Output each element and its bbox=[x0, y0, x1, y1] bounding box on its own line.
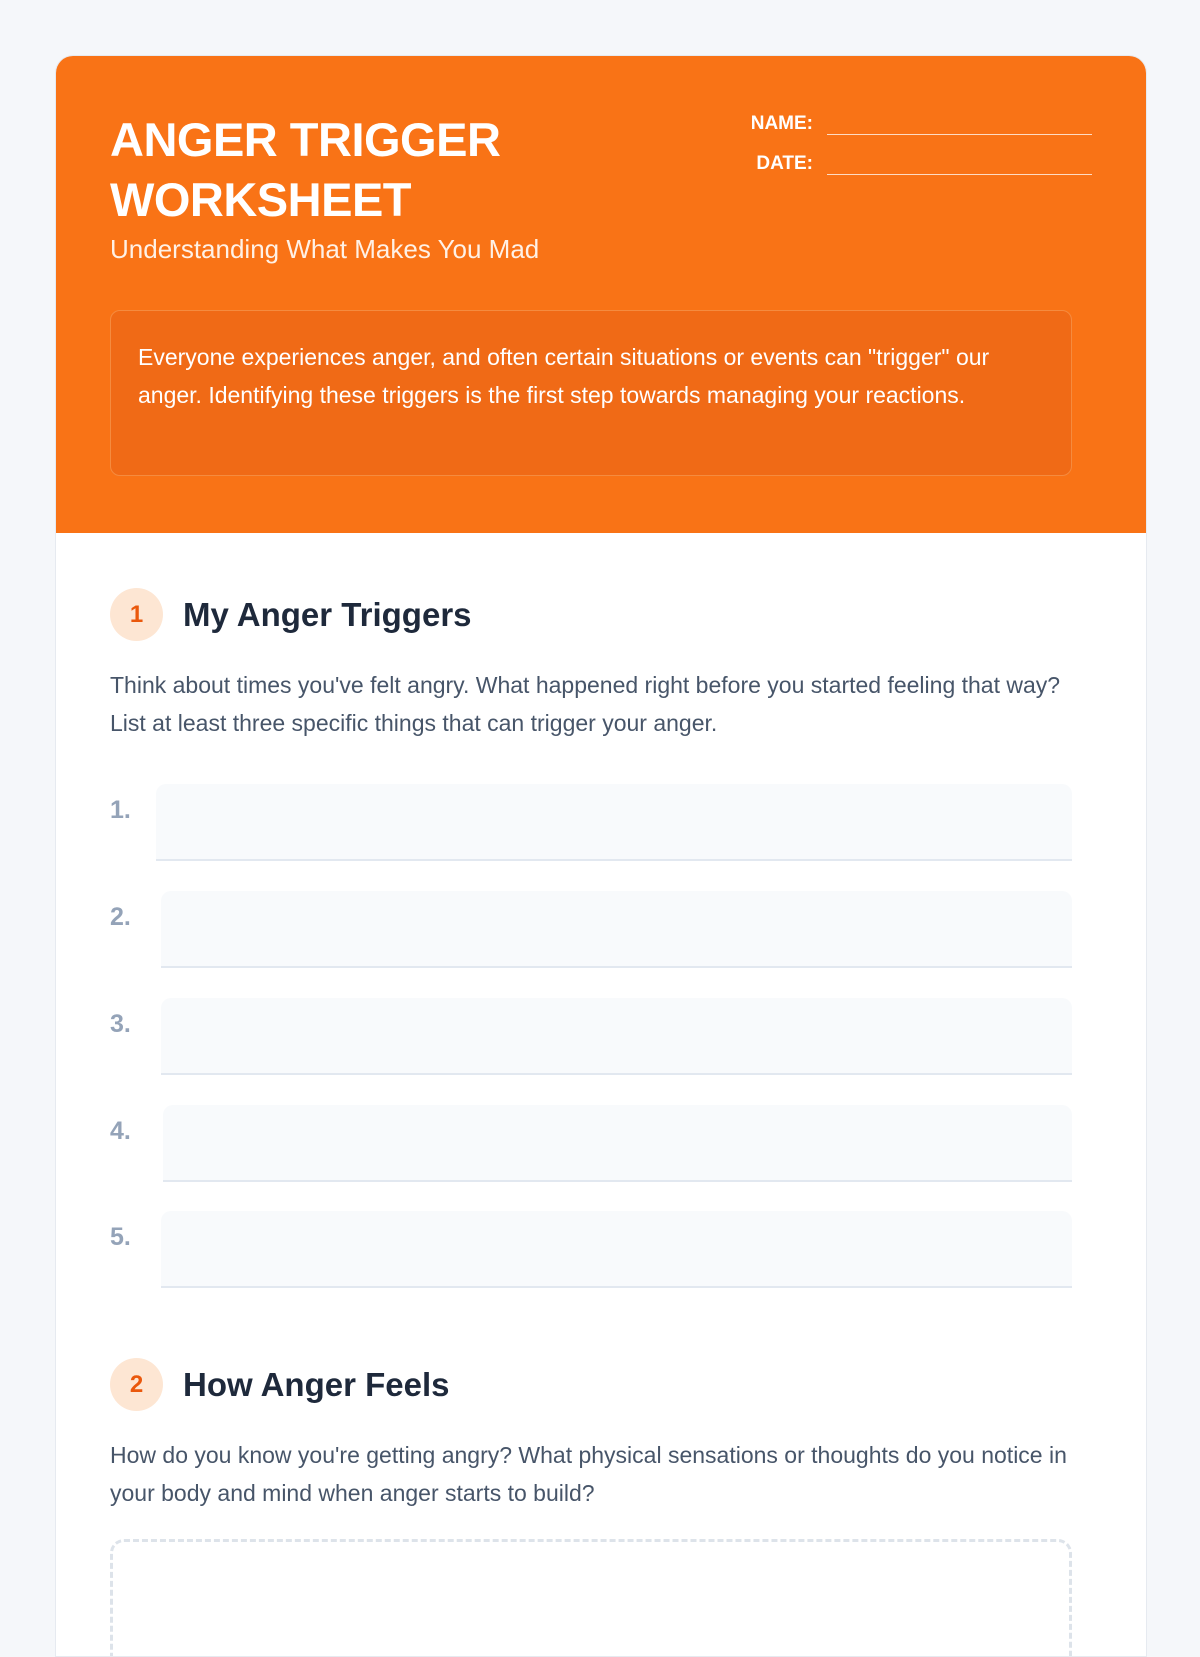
name-field[interactable] bbox=[827, 108, 1092, 135]
trigger-item-number: 4. bbox=[110, 1117, 131, 1145]
trigger-input-1[interactable] bbox=[156, 784, 1072, 861]
trigger-item-3 bbox=[110, 998, 1072, 1075]
trigger-input-4[interactable] bbox=[163, 1105, 1072, 1182]
trigger-item-number: 3. bbox=[110, 1010, 131, 1038]
section-1-description: Think about times you've felt angry. What happened right before you started feeling that way? List at least three specific things that can trigger your anger. bbox=[110, 672, 1061, 736]
worksheet-card bbox=[55, 55, 1147, 1657]
anger-feelings-writing-area[interactable] bbox=[110, 1539, 1072, 1657]
date-field[interactable] bbox=[827, 148, 1092, 175]
name-label: NAME: bbox=[750, 113, 813, 134]
trigger-item-number: 5. bbox=[110, 1223, 131, 1251]
worksheet-title: ANGER TRIGGER WORKSHEET bbox=[110, 113, 501, 226]
section-1-number-badge: 1 bbox=[110, 588, 163, 641]
intro-box: Everyone experiences anger, and often certain situations or events can "trigger" our anger. Identifying these triggers is the first step towards managing your reactions. bbox=[110, 310, 1072, 476]
section-2-number-badge: 2 bbox=[110, 1358, 163, 1411]
section-1-heading bbox=[110, 588, 472, 641]
name-row bbox=[733, 108, 1092, 135]
section-1-title: My Anger Triggers bbox=[183, 595, 472, 633]
trigger-item-5 bbox=[110, 1211, 1072, 1288]
trigger-item-2 bbox=[110, 891, 1072, 968]
trigger-input-3[interactable] bbox=[161, 998, 1072, 1075]
trigger-input-2[interactable] bbox=[161, 891, 1072, 968]
date-row bbox=[733, 148, 1092, 175]
worksheet-subtitle: Understanding What Makes You Mad bbox=[110, 234, 540, 264]
trigger-item-number: 1. bbox=[110, 796, 131, 824]
trigger-item-1 bbox=[110, 784, 1072, 861]
trigger-input-5[interactable] bbox=[161, 1211, 1072, 1288]
trigger-item-4 bbox=[110, 1105, 1072, 1182]
section-2-title: How Anger Feels bbox=[183, 1365, 450, 1403]
section-2-heading bbox=[110, 1358, 450, 1411]
date-label: DATE: bbox=[756, 153, 813, 174]
worksheet-header bbox=[56, 56, 1146, 533]
section-2-description: How do you know you're getting angry? What physical sensations or thoughts do you notice in your body and mind when anger starts to build? bbox=[110, 1442, 1067, 1506]
trigger-item-number: 2. bbox=[110, 903, 131, 931]
